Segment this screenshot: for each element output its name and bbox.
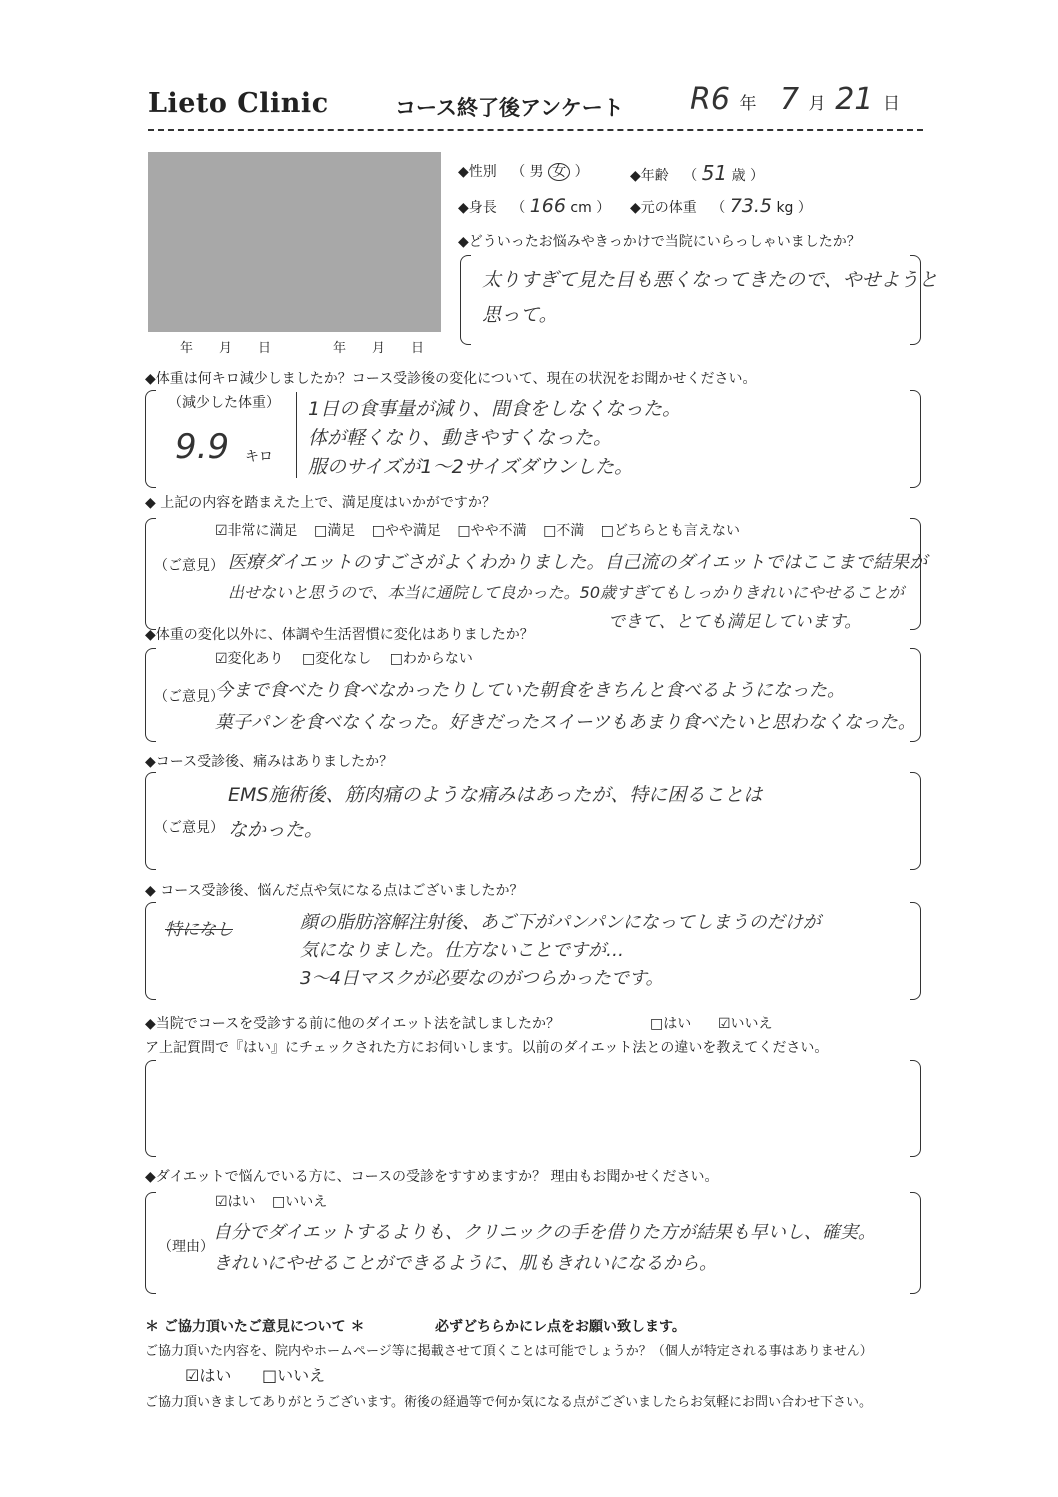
orig-weight-label: ◆元の体重 — [630, 200, 697, 216]
weight-question: ◆体重は何キロ減少しましたか？コース受診後の変化について、現在の状況をお聞かせください。 — [145, 371, 757, 387]
footer-thanks: ご協力頂いきましてありがとうございます。術後の経過等で何か気になる点がございましたらお気軽にお問い合わせ下さい。 — [145, 1395, 872, 1410]
concerns-bracket-left — [145, 902, 156, 1000]
orig-weight-unit: kg ） — [776, 200, 812, 216]
habits-option[interactable]: □変化なし — [302, 651, 372, 667]
clinic-logo: Lieto Clinic — [148, 88, 329, 119]
satisfaction-question: ◆ 上記の内容を踏まえた上で、満足度はいかがですか？ — [145, 495, 496, 511]
recommend-bracket-right — [910, 1192, 921, 1294]
weight-bracket-left — [145, 390, 156, 488]
day-label: 日 — [882, 94, 900, 114]
satisfaction-answer-3: できて、とても満足しています。 — [608, 612, 862, 632]
other-diet-bracket-right — [910, 1060, 921, 1157]
before-after-photo — [148, 152, 441, 332]
pain-answer-2: なかった。 — [228, 819, 324, 841]
month-label: 月 — [808, 94, 826, 114]
concerns-answer-2: 気になりました。仕方ないことですが… — [300, 940, 624, 961]
concerns-struck-none: 特になし — [165, 920, 233, 940]
concerns-answer-3: 3〜4日マスクが必要なのがつらかったです。 — [300, 968, 664, 989]
satisfaction-opinion-label: （ご意見） — [154, 558, 224, 574]
weight-bracket-right — [910, 390, 921, 488]
height-value: 166 — [529, 195, 566, 217]
gender-row — [458, 161, 589, 181]
satisfaction-answer-2: 出せないと思うので、本当に通院して良かった。50歳すぎてもしっかりきれいにやせることが — [228, 583, 905, 602]
date-month: 7 — [780, 82, 800, 117]
concerns-question: ◆ コース受診後、悩んだ点や気になる点はございましたか？ — [145, 883, 524, 899]
other-diet-no[interactable]: ☑いいえ — [718, 1016, 773, 1032]
reason-answer-1: 太りすぎて見た目も悪くなってきたので、やせようと — [482, 269, 938, 291]
satisfaction-bracket-right — [910, 518, 921, 630]
recommend-question: ◆ダイエットで悩んでいる方に、コースの受診をすすめますか？ 理由もお聞かせください。 — [145, 1169, 719, 1185]
age-row: ◆年齢 （ 51 歳 ） — [630, 161, 765, 185]
satisfaction-option[interactable]: □やや不満 — [457, 523, 527, 539]
height-unit: cm ） — [570, 200, 611, 216]
pain-opinion-label: （ご意見） — [154, 820, 224, 836]
header-divider — [148, 129, 923, 131]
satisfaction-answer-1: 医療ダイエットのすごさがよくわかりました。自己流のダイエットではここまで結果が — [228, 552, 928, 573]
satisfaction-option[interactable]: □やや満足 — [371, 523, 441, 539]
recommend-bracket-left — [145, 1192, 156, 1294]
gender-selected: 女 — [548, 163, 570, 181]
concerns-bracket-right — [910, 902, 921, 1000]
weight-divider — [296, 392, 297, 478]
satisfaction-option[interactable]: □満足 — [314, 523, 356, 539]
height-row: ◆身長 （ 166 cm ） — [458, 195, 611, 217]
satisfaction-option[interactable]: □どちらとも言えない — [600, 523, 740, 539]
satisfaction-option[interactable]: □不満 — [543, 523, 585, 539]
other-diet-followup: ア上記質問で『はい』にチェックされた方にお伺いします。以前のダイエット法との違いを教えてください。 — [145, 1040, 829, 1056]
age-label: ◆年齢 — [630, 168, 669, 184]
habits-option[interactable]: ☑変化あり — [215, 651, 284, 667]
photo-after-date: 年 月 日 — [333, 341, 425, 356]
footer-permission: ご協力頂いた内容を、院内やホームページ等に掲載させて頂くことは可能でしょうか？（個人が特定される事はありません） — [145, 1344, 873, 1359]
satisfaction-option[interactable]: ☑非常に満足 — [215, 523, 298, 539]
orig-weight-value: 73.5 — [729, 195, 772, 217]
gender-label: ◆性別 — [458, 164, 497, 180]
pain-question: ◆コース受診後、痛みはありましたか？ — [145, 754, 394, 770]
habits-options — [215, 648, 473, 668]
footer-yes[interactable]: ☑はい — [185, 1366, 232, 1385]
weight-answer-3: 服のサイズが1〜2サイズダウンした。 — [308, 456, 634, 478]
pain-answer-1: EMS施術後、筋肉痛のような痛みはあったが、特に困ることは — [228, 784, 763, 806]
age-unit: 歳 ） — [731, 168, 765, 184]
reduced-weight-unit: キロ — [245, 449, 273, 465]
footer-no[interactable]: □いいえ — [262, 1366, 326, 1385]
weight-answer-1: 1日の食事量が減り、間食をしなくなった。 — [308, 398, 682, 420]
recommend-yes[interactable]: ☑はい — [215, 1194, 256, 1210]
reduced-weight-label: （減少した体重） — [168, 395, 280, 411]
footer-required: 必ずどちらかにレ点をお願い致します。 — [435, 1319, 686, 1335]
reason-question: ◆どういったお悩みやきっかけで当院にいらっしゃいましたか？ — [458, 234, 861, 250]
reason-answer-2: 思って。 — [482, 304, 558, 326]
recommend-options — [215, 1191, 327, 1211]
orig-weight-row: ◆元の体重 （ 73.5 kg ） — [630, 195, 812, 217]
age-value: 51 — [701, 161, 728, 185]
recommend-reason-label: （理由） — [158, 1239, 214, 1255]
concerns-answer-1: 顔の脂肪溶解注射後、あご下がパンパンになってしまうのだけが — [300, 912, 821, 933]
other-diet-yes[interactable]: □はい — [650, 1016, 692, 1032]
habits-answer-2: 菓子パンを食べなくなった。好きだったスイーツもあまり食べたいと思わなくなった。 — [215, 712, 916, 733]
habits-answer-1: 今まで食べたり食べなかったりしていた朝食をきちんと食べるようになった。 — [215, 680, 845, 701]
recommend-no[interactable]: □いいえ — [272, 1194, 328, 1210]
page-title: コース終了後アンケート — [395, 96, 624, 120]
date — [690, 82, 900, 117]
habits-option[interactable]: □わからない — [389, 651, 473, 667]
reason-bracket-left — [460, 255, 471, 345]
habits-question: ◆体重の変化以外に、体調や生活習慣に変化はありましたか？ — [145, 627, 534, 643]
satisfaction-options — [215, 520, 740, 540]
recommend-answer-1: 自分でダイエットするよりも、クリニックの手を借りた方が結果も早いし、確実。 — [213, 1222, 876, 1243]
reduced-weight-value: 9.9 — [175, 427, 230, 467]
weight-answer-2: 体が軽くなり、動きやすくなった。 — [308, 427, 613, 449]
other-diet-question: ◆当院でコースを受診する前に他のダイエット法を試しましたか？ — [145, 1016, 560, 1032]
photo-before-date: 年 月 日 — [180, 341, 272, 356]
date-day: 21 — [835, 82, 874, 117]
date-era: R6 — [690, 82, 730, 117]
year-label: 年 — [739, 94, 757, 114]
habits-opinion-label: （ご意見） — [154, 689, 224, 705]
footer-heading: ＊ ご協力頂いたご意見について ＊ — [145, 1319, 365, 1335]
height-label: ◆身長 — [458, 200, 497, 216]
gender-close: ） — [574, 164, 589, 180]
other-diet-bracket-left — [145, 1060, 156, 1157]
recommend-answer-2: きれいにやせることができるように、肌もきれいになるから。 — [213, 1253, 717, 1274]
pain-bracket-right — [910, 772, 921, 870]
gender-options: （ 男 — [511, 164, 544, 180]
